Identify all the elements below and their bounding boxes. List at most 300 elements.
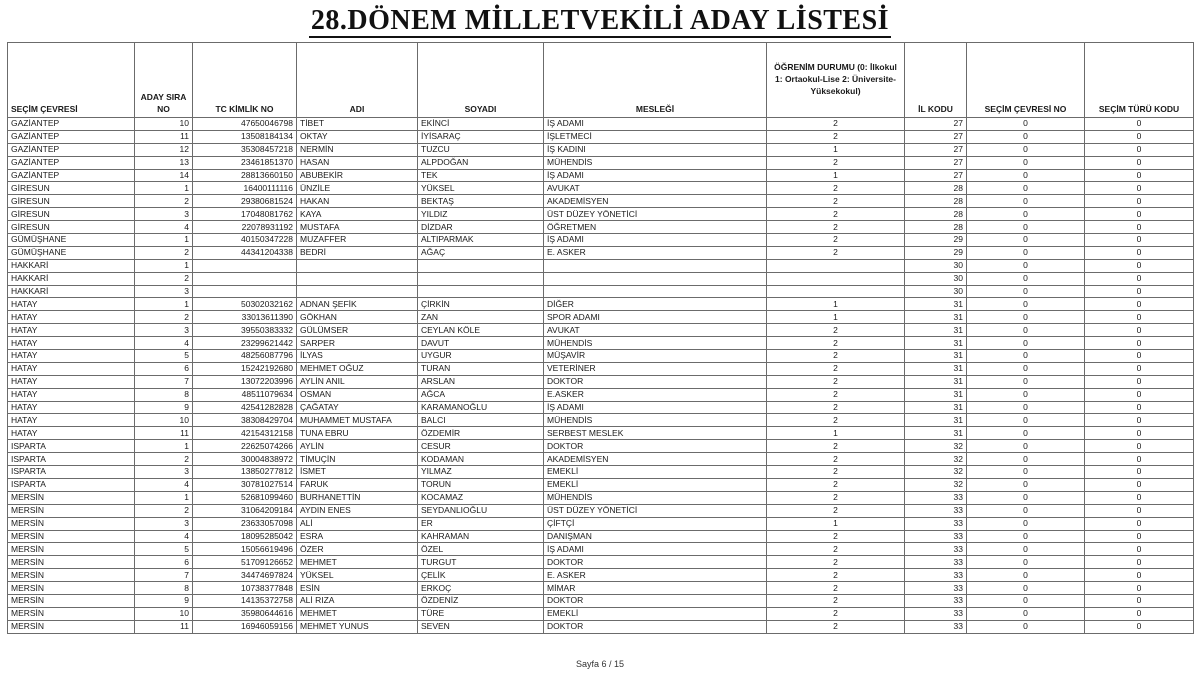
cell-secim-cevresi: GÜMÜŞHANE <box>8 246 135 259</box>
table-row <box>8 324 1194 337</box>
cell-soyadi: ERKOÇ <box>418 582 544 595</box>
cell-adi: TİBET <box>297 118 418 131</box>
table-header <box>8 43 1194 118</box>
cell-aday-sira-no: 10 <box>135 607 193 620</box>
cell-secim-cevresi: HATAY <box>8 362 135 375</box>
cell-aday-sira-no: 3 <box>135 517 193 530</box>
cell-soyadi: SEVEN <box>418 620 544 633</box>
cell-meslegi: MÜHENDİS <box>544 337 767 350</box>
cell-secim-cevresi: GAZİANTEP <box>8 130 135 143</box>
cell-soyadi: KODAMAN <box>418 453 544 466</box>
cell-secim-turu-kodu: 0 <box>1085 246 1194 259</box>
cell-adi <box>297 285 418 298</box>
cell-aday-sira-no: 8 <box>135 582 193 595</box>
cell-adi: BEDRİ <box>297 246 418 259</box>
cell-adi: TUNA EBRU <box>297 427 418 440</box>
cell-meslegi: AKADEMİSYEN <box>544 195 767 208</box>
cell-aday-sira-no: 3 <box>135 208 193 221</box>
cell-adi: GÜLÜMSER <box>297 324 418 337</box>
cell-secim-cevresi-no: 0 <box>967 504 1085 517</box>
cell-secim-turu-kodu: 0 <box>1085 453 1194 466</box>
cell-aday-sira-no: 1 <box>135 234 193 247</box>
cell-soyadi: TORUN <box>418 478 544 491</box>
cell-secim-turu-kodu: 0 <box>1085 311 1194 324</box>
cell-ogrenim-durumu: 2 <box>767 208 905 221</box>
cell-ogrenim-durumu: 2 <box>767 569 905 582</box>
cell-secim-cevresi: MERSİN <box>8 517 135 530</box>
cell-soyadi <box>418 285 544 298</box>
cell-il-kodu: 33 <box>905 594 967 607</box>
cell-soyadi: CEYLAN KÖLE <box>418 324 544 337</box>
cell-aday-sira-no: 3 <box>135 466 193 479</box>
cell-secim-cevresi: GAZİANTEP <box>8 169 135 182</box>
cell-aday-sira-no: 11 <box>135 130 193 143</box>
cell-ogrenim-durumu: 2 <box>767 453 905 466</box>
cell-secim-cevresi: ISPARTA <box>8 466 135 479</box>
cell-meslegi: İŞ ADAMI <box>544 169 767 182</box>
cell-adi: İSMET <box>297 466 418 479</box>
table-row <box>8 530 1194 543</box>
cell-aday-sira-no: 6 <box>135 556 193 569</box>
header-soyadi: SOYADI <box>418 43 544 118</box>
cell-il-kodu: 31 <box>905 414 967 427</box>
cell-adi: HASAN <box>297 156 418 169</box>
cell-secim-cevresi-no: 0 <box>967 530 1085 543</box>
cell-adi: GÖKHAN <box>297 311 418 324</box>
cell-secim-cevresi: HAKKARİ <box>8 285 135 298</box>
cell-tc-kimlik-no: 23299621442 <box>193 337 297 350</box>
table-row <box>8 221 1194 234</box>
cell-tc-kimlik-no <box>193 272 297 285</box>
table-row <box>8 491 1194 504</box>
cell-aday-sira-no: 1 <box>135 491 193 504</box>
cell-meslegi: İŞ ADAMI <box>544 543 767 556</box>
cell-aday-sira-no: 3 <box>135 285 193 298</box>
cell-meslegi: ÇİFTÇİ <box>544 517 767 530</box>
cell-secim-turu-kodu: 0 <box>1085 517 1194 530</box>
cell-il-kodu: 32 <box>905 466 967 479</box>
cell-adi: SARPER <box>297 337 418 350</box>
cell-tc-kimlik-no: 33013611390 <box>193 311 297 324</box>
cell-il-kodu: 28 <box>905 195 967 208</box>
cell-secim-cevresi: HATAY <box>8 427 135 440</box>
cell-ogrenim-durumu: 2 <box>767 221 905 234</box>
cell-soyadi <box>418 272 544 285</box>
cell-aday-sira-no: 2 <box>135 311 193 324</box>
cell-soyadi: DAVUT <box>418 337 544 350</box>
cell-il-kodu: 33 <box>905 530 967 543</box>
cell-adi: FARUK <box>297 478 418 491</box>
cell-secim-cevresi-no: 0 <box>967 362 1085 375</box>
cell-ogrenim-durumu: 2 <box>767 543 905 556</box>
cell-aday-sira-no: 2 <box>135 453 193 466</box>
cell-ogrenim-durumu: 2 <box>767 246 905 259</box>
cell-ogrenim-durumu <box>767 259 905 272</box>
cell-meslegi <box>544 272 767 285</box>
cell-tc-kimlik-no: 42541282828 <box>193 401 297 414</box>
cell-secim-cevresi-no: 0 <box>967 246 1085 259</box>
cell-il-kodu: 33 <box>905 504 967 517</box>
cell-secim-cevresi-no: 0 <box>967 272 1085 285</box>
cell-secim-turu-kodu: 0 <box>1085 156 1194 169</box>
cell-meslegi: İŞ ADAMI <box>544 118 767 131</box>
cell-meslegi: ÖĞRETMEN <box>544 221 767 234</box>
cell-aday-sira-no: 5 <box>135 350 193 363</box>
cell-il-kodu: 29 <box>905 246 967 259</box>
cell-aday-sira-no: 2 <box>135 504 193 517</box>
cell-secim-cevresi: HATAY <box>8 388 135 401</box>
cell-ogrenim-durumu: 2 <box>767 440 905 453</box>
cell-il-kodu: 31 <box>905 427 967 440</box>
page-title-text: 28.DÖNEM MİLLETVEKİLİ ADAY LİSTESİ <box>310 5 890 36</box>
cell-meslegi: MÜHENDİS <box>544 414 767 427</box>
cell-secim-cevresi-no: 0 <box>967 221 1085 234</box>
cell-il-kodu: 28 <box>905 208 967 221</box>
cell-tc-kimlik-no: 28813660150 <box>193 169 297 182</box>
cell-meslegi: MİMAR <box>544 582 767 595</box>
cell-secim-turu-kodu: 0 <box>1085 607 1194 620</box>
cell-soyadi: KARAMANOĞLU <box>418 401 544 414</box>
table-row <box>8 543 1194 556</box>
cell-secim-cevresi-no: 0 <box>967 582 1085 595</box>
cell-secim-cevresi-no: 0 <box>967 401 1085 414</box>
cell-soyadi: DİZDAR <box>418 221 544 234</box>
table-row <box>8 118 1194 131</box>
table-row <box>8 427 1194 440</box>
cell-secim-turu-kodu: 0 <box>1085 272 1194 285</box>
cell-tc-kimlik-no: 38308429704 <box>193 414 297 427</box>
cell-secim-cevresi-no: 0 <box>967 350 1085 363</box>
cell-tc-kimlik-no: 23461851370 <box>193 156 297 169</box>
cell-meslegi: ÜST DÜZEY YÖNETİCİ <box>544 208 767 221</box>
cell-secim-cevresi-no: 0 <box>967 234 1085 247</box>
cell-secim-turu-kodu: 0 <box>1085 543 1194 556</box>
cell-secim-cevresi: GİRESUN <box>8 221 135 234</box>
cell-secim-turu-kodu: 0 <box>1085 234 1194 247</box>
cell-meslegi: İŞLETMECİ <box>544 130 767 143</box>
cell-soyadi: YILDIZ <box>418 208 544 221</box>
cell-secim-cevresi: GİRESUN <box>8 208 135 221</box>
cell-il-kodu: 33 <box>905 543 967 556</box>
cell-tc-kimlik-no: 51709126652 <box>193 556 297 569</box>
cell-adi: ADNAN ŞEFİK <box>297 298 418 311</box>
cell-il-kodu: 27 <box>905 118 967 131</box>
cell-ogrenim-durumu: 2 <box>767 388 905 401</box>
cell-adi: ALİ RIZA <box>297 594 418 607</box>
cell-soyadi: TUZCU <box>418 143 544 156</box>
cell-aday-sira-no: 2 <box>135 272 193 285</box>
cell-secim-cevresi-no: 0 <box>967 620 1085 633</box>
cell-secim-cevresi: HATAY <box>8 337 135 350</box>
cell-adi: ALİ <box>297 517 418 530</box>
cell-il-kodu: 27 <box>905 130 967 143</box>
cell-secim-cevresi: MERSİN <box>8 569 135 582</box>
cell-il-kodu: 29 <box>905 234 967 247</box>
cell-aday-sira-no: 1 <box>135 182 193 195</box>
table-row <box>8 594 1194 607</box>
cell-secim-turu-kodu: 0 <box>1085 414 1194 427</box>
table-row <box>8 246 1194 259</box>
table-row <box>8 466 1194 479</box>
cell-secim-cevresi: ISPARTA <box>8 453 135 466</box>
cell-aday-sira-no: 11 <box>135 427 193 440</box>
cell-meslegi: MÜHENDİS <box>544 156 767 169</box>
cell-aday-sira-no: 6 <box>135 362 193 375</box>
cell-adi: MEHMET YUNUS <box>297 620 418 633</box>
cell-meslegi: DOKTOR <box>544 620 767 633</box>
cell-secim-turu-kodu: 0 <box>1085 169 1194 182</box>
cell-secim-cevresi: MERSİN <box>8 530 135 543</box>
cell-adi: ESİN <box>297 582 418 595</box>
cell-ogrenim-durumu: 2 <box>767 118 905 131</box>
cell-adi: MEHMET <box>297 607 418 620</box>
cell-ogrenim-durumu: 2 <box>767 620 905 633</box>
cell-secim-cevresi-no: 0 <box>967 466 1085 479</box>
cell-meslegi: E. ASKER <box>544 569 767 582</box>
cell-secim-cevresi: GAZİANTEP <box>8 118 135 131</box>
cell-secim-cevresi: HAKKARİ <box>8 272 135 285</box>
cell-secim-cevresi-no: 0 <box>967 169 1085 182</box>
cell-soyadi: KOCAMAZ <box>418 491 544 504</box>
cell-adi: MUSTAFA <box>297 221 418 234</box>
cell-soyadi: YÜKSEL <box>418 182 544 195</box>
cell-il-kodu: 32 <box>905 453 967 466</box>
cell-il-kodu: 31 <box>905 324 967 337</box>
cell-il-kodu: 31 <box>905 375 967 388</box>
cell-adi: İLYAS <box>297 350 418 363</box>
cell-tc-kimlik-no: 22078931192 <box>193 221 297 234</box>
cell-il-kodu: 27 <box>905 169 967 182</box>
cell-adi: ÇAĞATAY <box>297 401 418 414</box>
cell-aday-sira-no: 3 <box>135 324 193 337</box>
cell-soyadi: BALCI <box>418 414 544 427</box>
cell-secim-cevresi-no: 0 <box>967 156 1085 169</box>
cell-soyadi: ÖZEL <box>418 543 544 556</box>
cell-secim-cevresi-no: 0 <box>967 259 1085 272</box>
cell-aday-sira-no: 4 <box>135 478 193 491</box>
cell-adi: YÜKSEL <box>297 569 418 582</box>
cell-ogrenim-durumu: 2 <box>767 195 905 208</box>
cell-tc-kimlik-no <box>193 285 297 298</box>
cell-aday-sira-no: 5 <box>135 543 193 556</box>
cell-secim-cevresi-no: 0 <box>967 478 1085 491</box>
table-row <box>8 272 1194 285</box>
cell-ogrenim-durumu: 2 <box>767 375 905 388</box>
header-il-kodu: İL KODU <box>905 43 967 118</box>
cell-aday-sira-no: 12 <box>135 143 193 156</box>
cell-aday-sira-no: 1 <box>135 298 193 311</box>
cell-secim-cevresi-no: 0 <box>967 285 1085 298</box>
cell-tc-kimlik-no: 13072203996 <box>193 375 297 388</box>
cell-secim-cevresi: GAZİANTEP <box>8 156 135 169</box>
cell-il-kodu: 33 <box>905 582 967 595</box>
cell-secim-cevresi-no: 0 <box>967 298 1085 311</box>
cell-secim-turu-kodu: 0 <box>1085 556 1194 569</box>
cell-tc-kimlik-no: 35980644616 <box>193 607 297 620</box>
cell-ogrenim-durumu: 1 <box>767 427 905 440</box>
cell-secim-cevresi: HATAY <box>8 375 135 388</box>
candidate-table <box>7 42 1194 634</box>
cell-tc-kimlik-no: 35308457218 <box>193 143 297 156</box>
cell-secim-turu-kodu: 0 <box>1085 594 1194 607</box>
header-adi: ADI <box>297 43 418 118</box>
cell-secim-cevresi-no: 0 <box>967 440 1085 453</box>
cell-adi: ÜNZİLE <box>297 182 418 195</box>
cell-secim-turu-kodu: 0 <box>1085 298 1194 311</box>
cell-aday-sira-no: 14 <box>135 169 193 182</box>
table-row <box>8 234 1194 247</box>
cell-il-kodu: 31 <box>905 298 967 311</box>
cell-tc-kimlik-no: 17048081762 <box>193 208 297 221</box>
cell-meslegi: DOKTOR <box>544 556 767 569</box>
cell-secim-turu-kodu: 0 <box>1085 530 1194 543</box>
cell-ogrenim-durumu: 2 <box>767 556 905 569</box>
cell-meslegi: DOKTOR <box>544 440 767 453</box>
cell-meslegi: SERBEST MESLEK <box>544 427 767 440</box>
cell-adi: AYLİN ANIL <box>297 375 418 388</box>
cell-meslegi: MÜŞAVİR <box>544 350 767 363</box>
table-row <box>8 388 1194 401</box>
cell-ogrenim-durumu <box>767 272 905 285</box>
cell-soyadi: İYİSARAÇ <box>418 130 544 143</box>
cell-secim-cevresi-no: 0 <box>967 491 1085 504</box>
cell-il-kodu: 31 <box>905 337 967 350</box>
cell-meslegi <box>544 259 767 272</box>
header-meslegi: MESLEĞİ <box>544 43 767 118</box>
cell-soyadi: ÖZDENİZ <box>418 594 544 607</box>
cell-secim-turu-kodu: 0 <box>1085 221 1194 234</box>
cell-secim-cevresi: HAKKARİ <box>8 259 135 272</box>
cell-soyadi: ÇİRKİN <box>418 298 544 311</box>
cell-aday-sira-no: 1 <box>135 440 193 453</box>
cell-adi: ÖZER <box>297 543 418 556</box>
cell-il-kodu: 27 <box>905 156 967 169</box>
table-row <box>8 298 1194 311</box>
cell-ogrenim-durumu: 2 <box>767 466 905 479</box>
cell-secim-turu-kodu: 0 <box>1085 388 1194 401</box>
cell-il-kodu: 33 <box>905 517 967 530</box>
header-aday-sira-no: ADAY SIRA NO <box>135 43 193 118</box>
cell-secim-cevresi-no: 0 <box>967 182 1085 195</box>
cell-secim-cevresi: MERSİN <box>8 620 135 633</box>
cell-secim-turu-kodu: 0 <box>1085 620 1194 633</box>
cell-meslegi: AVUKAT <box>544 324 767 337</box>
cell-tc-kimlik-no: 48511079634 <box>193 388 297 401</box>
cell-tc-kimlik-no: 48256087796 <box>193 350 297 363</box>
cell-meslegi: E. ASKER <box>544 246 767 259</box>
cell-secim-cevresi: HATAY <box>8 401 135 414</box>
cell-soyadi: ALTIPARMAK <box>418 234 544 247</box>
cell-soyadi: ARSLAN <box>418 375 544 388</box>
cell-tc-kimlik-no: 30781027514 <box>193 478 297 491</box>
cell-ogrenim-durumu: 1 <box>767 143 905 156</box>
cell-adi: OKTAY <box>297 130 418 143</box>
cell-soyadi: YILMAZ <box>418 466 544 479</box>
cell-aday-sira-no: 2 <box>135 195 193 208</box>
table-row <box>8 350 1194 363</box>
cell-secim-turu-kodu: 0 <box>1085 401 1194 414</box>
cell-ogrenim-durumu: 1 <box>767 169 905 182</box>
cell-il-kodu: 33 <box>905 620 967 633</box>
cell-tc-kimlik-no: 31064209184 <box>193 504 297 517</box>
cell-ogrenim-durumu: 2 <box>767 582 905 595</box>
cell-secim-turu-kodu: 0 <box>1085 478 1194 491</box>
cell-il-kodu: 30 <box>905 259 967 272</box>
cell-meslegi: E.ASKER <box>544 388 767 401</box>
cell-secim-turu-kodu: 0 <box>1085 208 1194 221</box>
cell-meslegi: DİĞER <box>544 298 767 311</box>
table-row <box>8 195 1194 208</box>
cell-secim-turu-kodu: 0 <box>1085 285 1194 298</box>
cell-aday-sira-no: 7 <box>135 569 193 582</box>
cell-secim-cevresi: HATAY <box>8 298 135 311</box>
cell-il-kodu: 31 <box>905 388 967 401</box>
cell-soyadi: TEK <box>418 169 544 182</box>
cell-il-kodu: 31 <box>905 401 967 414</box>
cell-meslegi: İŞ ADAMI <box>544 234 767 247</box>
cell-adi: NERMİN <box>297 143 418 156</box>
cell-tc-kimlik-no: 14135372758 <box>193 594 297 607</box>
cell-meslegi: MÜHENDİS <box>544 491 767 504</box>
cell-secim-cevresi-no: 0 <box>967 195 1085 208</box>
cell-secim-cevresi: HATAY <box>8 324 135 337</box>
cell-ogrenim-durumu: 2 <box>767 337 905 350</box>
cell-secim-turu-kodu: 0 <box>1085 350 1194 363</box>
cell-secim-cevresi: HATAY <box>8 350 135 363</box>
cell-tc-kimlik-no: 13508184134 <box>193 130 297 143</box>
table-row <box>8 130 1194 143</box>
cell-tc-kimlik-no: 16400111116 <box>193 182 297 195</box>
header-secim-cevresi: SEÇİM ÇEVRESİ <box>8 43 135 118</box>
cell-secim-cevresi: GÜMÜŞHANE <box>8 234 135 247</box>
cell-secim-cevresi-no: 0 <box>967 543 1085 556</box>
cell-soyadi: AĞCA <box>418 388 544 401</box>
table-row <box>8 143 1194 156</box>
cell-secim-turu-kodu: 0 <box>1085 182 1194 195</box>
table-row <box>8 169 1194 182</box>
cell-ogrenim-durumu: 2 <box>767 350 905 363</box>
cell-secim-cevresi-no: 0 <box>967 607 1085 620</box>
cell-soyadi: ALPDOĞAN <box>418 156 544 169</box>
cell-ogrenim-durumu: 2 <box>767 491 905 504</box>
cell-soyadi: ÇELİK <box>418 569 544 582</box>
table-row <box>8 620 1194 633</box>
cell-adi: MEHMET <box>297 556 418 569</box>
header-secim-cevresi-no: SEÇİM ÇEVRESİ NO <box>967 43 1085 118</box>
cell-aday-sira-no: 9 <box>135 401 193 414</box>
cell-tc-kimlik-no: 15242192680 <box>193 362 297 375</box>
cell-ogrenim-durumu: 2 <box>767 414 905 427</box>
cell-tc-kimlik-no: 30004838972 <box>193 453 297 466</box>
table-row <box>8 401 1194 414</box>
cell-adi: MUHAMMET MUSTAFA <box>297 414 418 427</box>
cell-secim-cevresi-no: 0 <box>967 594 1085 607</box>
cell-secim-cevresi-no: 0 <box>967 311 1085 324</box>
cell-secim-cevresi-no: 0 <box>967 556 1085 569</box>
cell-secim-cevresi-no: 0 <box>967 375 1085 388</box>
cell-soyadi: TURGUT <box>418 556 544 569</box>
cell-soyadi: AĞAÇ <box>418 246 544 259</box>
cell-ogrenim-durumu: 1 <box>767 311 905 324</box>
cell-secim-turu-kodu: 0 <box>1085 259 1194 272</box>
cell-secim-cevresi: HATAY <box>8 414 135 427</box>
cell-secim-cevresi: GİRESUN <box>8 195 135 208</box>
cell-meslegi: SPOR ADAMI <box>544 311 767 324</box>
cell-ogrenim-durumu: 2 <box>767 130 905 143</box>
table-row <box>8 208 1194 221</box>
cell-il-kodu: 30 <box>905 272 967 285</box>
cell-il-kodu: 33 <box>905 556 967 569</box>
